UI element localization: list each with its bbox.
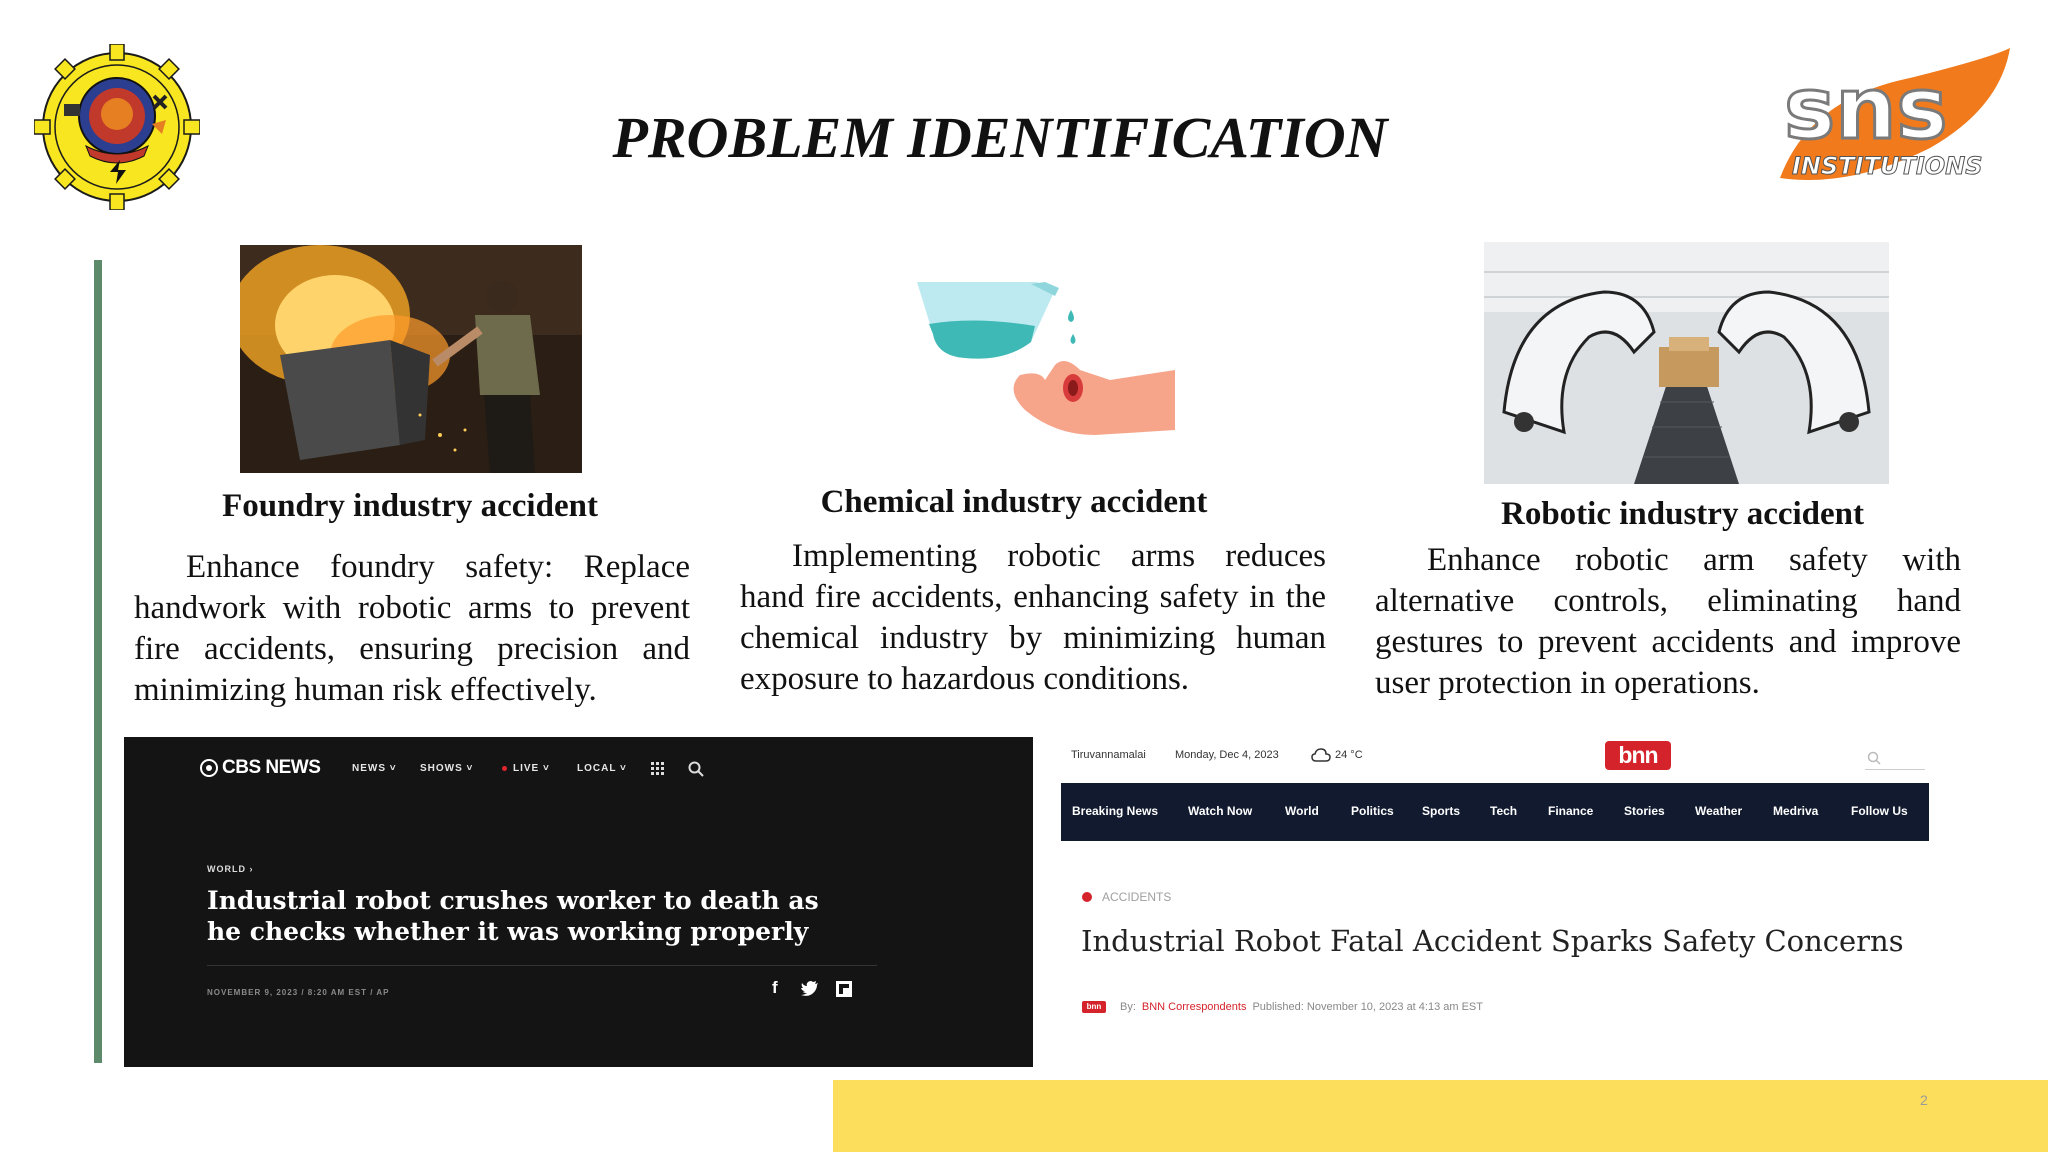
robotic-description: Enhance robotic arm safety with alternative controls, eliminating hand gestures to prevent accidents and improve user protection in operations. xyxy=(1375,542,1961,701)
left-accent-bar xyxy=(94,260,102,1063)
category-dot-icon xyxy=(1082,892,1092,902)
bnn-search-input[interactable] xyxy=(1865,749,1925,770)
cbs-nav-local[interactable]: LOCAL ˅ xyxy=(577,763,627,774)
live-dot-icon xyxy=(502,766,507,771)
cbs-nav-shows[interactable]: SHOWS ˅ xyxy=(420,763,474,774)
search-icon[interactable] xyxy=(1867,751,1881,765)
bnn-nav-bar xyxy=(1061,783,1929,841)
cbs-news-screenshot xyxy=(124,737,1033,1067)
divider xyxy=(207,965,877,966)
bnn-mini-logo: bnn xyxy=(1082,1001,1106,1013)
cbs-nav-news[interactable]: NEWS ˅ xyxy=(352,763,397,774)
sns-institutions-logo xyxy=(1770,38,2020,188)
chemical-description: Implementing robotic arms reduces hand fire accidents, enhancing safety in the chemical industry by minimizing human exposure to hazardous conditions. xyxy=(740,538,1326,697)
bnn-nav-weather[interactable]: Weather xyxy=(1695,804,1743,818)
bnn-nav-politics[interactable]: Politics xyxy=(1351,804,1394,818)
svg-text:INSTITUTIONS: INSTITUTIONS xyxy=(1792,152,1983,180)
svg-text:sns: sns xyxy=(1784,59,1948,159)
foundry-description: Enhance foundry safety: Replace handwork with robotic arms to prevent fire accidents, ensuring precision and minimizing human risk effectively. xyxy=(134,549,690,708)
cbs-news-logo[interactable] xyxy=(200,757,320,779)
cbs-nav-live-label: LIVE ˅ xyxy=(513,763,550,774)
cbs-section-label[interactable]: WORLD › xyxy=(207,864,254,874)
bnn-location: Tiruvannamalai xyxy=(1071,749,1146,761)
bnn-nav-finance[interactable]: Finance xyxy=(1548,804,1594,818)
bnn-headline: Industrial Robot Fatal Accident Sparks Safety Concerns xyxy=(1081,924,1904,958)
bnn-nav-follow-us[interactable]: Follow Us xyxy=(1851,804,1908,818)
bnn-logo[interactable]: bnn xyxy=(1605,741,1671,770)
byline-published: Published: November 10, 2023 at 4:13 am EST xyxy=(1252,1001,1483,1013)
chemical-spill-hand-illustration xyxy=(905,270,1175,445)
cloud-icon xyxy=(1311,747,1331,763)
bnn-nav-medriva[interactable]: Medriva xyxy=(1773,804,1819,818)
grid-menu-icon[interactable] xyxy=(651,762,665,776)
byline-author-link[interactable]: BNN Correspondents xyxy=(1141,1001,1247,1013)
bnn-date: Monday, Dec 4, 2023 xyxy=(1175,749,1279,761)
bnn-weather: 24 °C xyxy=(1335,749,1363,761)
bnn-nav-tech[interactable]: Tech xyxy=(1490,804,1518,818)
robotic-heading: Robotic industry accident xyxy=(1501,496,1864,532)
cbs-logo-text: CBS NEWS xyxy=(222,757,321,778)
cbs-dateline: NOVEMBER 9, 2023 / 8:20 AM EST / AP xyxy=(207,988,390,997)
bnn-news-screenshot xyxy=(1060,737,1930,1067)
bnn-category-label: ACCIDENTS xyxy=(1102,890,1172,904)
chemical-heading: Chemical industry accident xyxy=(820,484,1208,520)
bnn-nav-sports[interactable]: Sports xyxy=(1422,804,1461,818)
bnn-nav-stories[interactable]: Stories xyxy=(1624,804,1665,818)
facebook-icon[interactable]: f xyxy=(772,978,778,997)
search-icon[interactable] xyxy=(688,761,704,777)
robotic-arms-conveyor-photo xyxy=(1484,242,1889,484)
bnn-nav-world[interactable]: World xyxy=(1285,804,1319,818)
twitter-icon[interactable] xyxy=(801,981,819,996)
flipboard-icon[interactable] xyxy=(836,981,852,997)
foundry-worker-fire-photo xyxy=(240,245,582,473)
bnn-nav-watch-now[interactable]: Watch Now xyxy=(1188,804,1253,818)
bnn-byline xyxy=(1082,1001,1483,1013)
cbs-nav-live[interactable] xyxy=(502,763,550,774)
bnn-category[interactable] xyxy=(1082,890,1171,904)
cbs-eye-icon xyxy=(200,759,218,777)
slide-title: PROBLEM IDENTIFICATION xyxy=(612,105,1388,170)
page-number: 2 xyxy=(1920,1092,1928,1108)
footer-band xyxy=(833,1080,2048,1152)
bnn-nav-breaking-news[interactable]: Breaking News xyxy=(1072,804,1159,818)
byline-prefix: By: xyxy=(1120,1001,1136,1013)
cbs-headline: Industrial robot crushes worker to death as he checks whether it was working properly xyxy=(207,886,819,946)
foundry-heading: Foundry industry accident xyxy=(222,488,598,524)
